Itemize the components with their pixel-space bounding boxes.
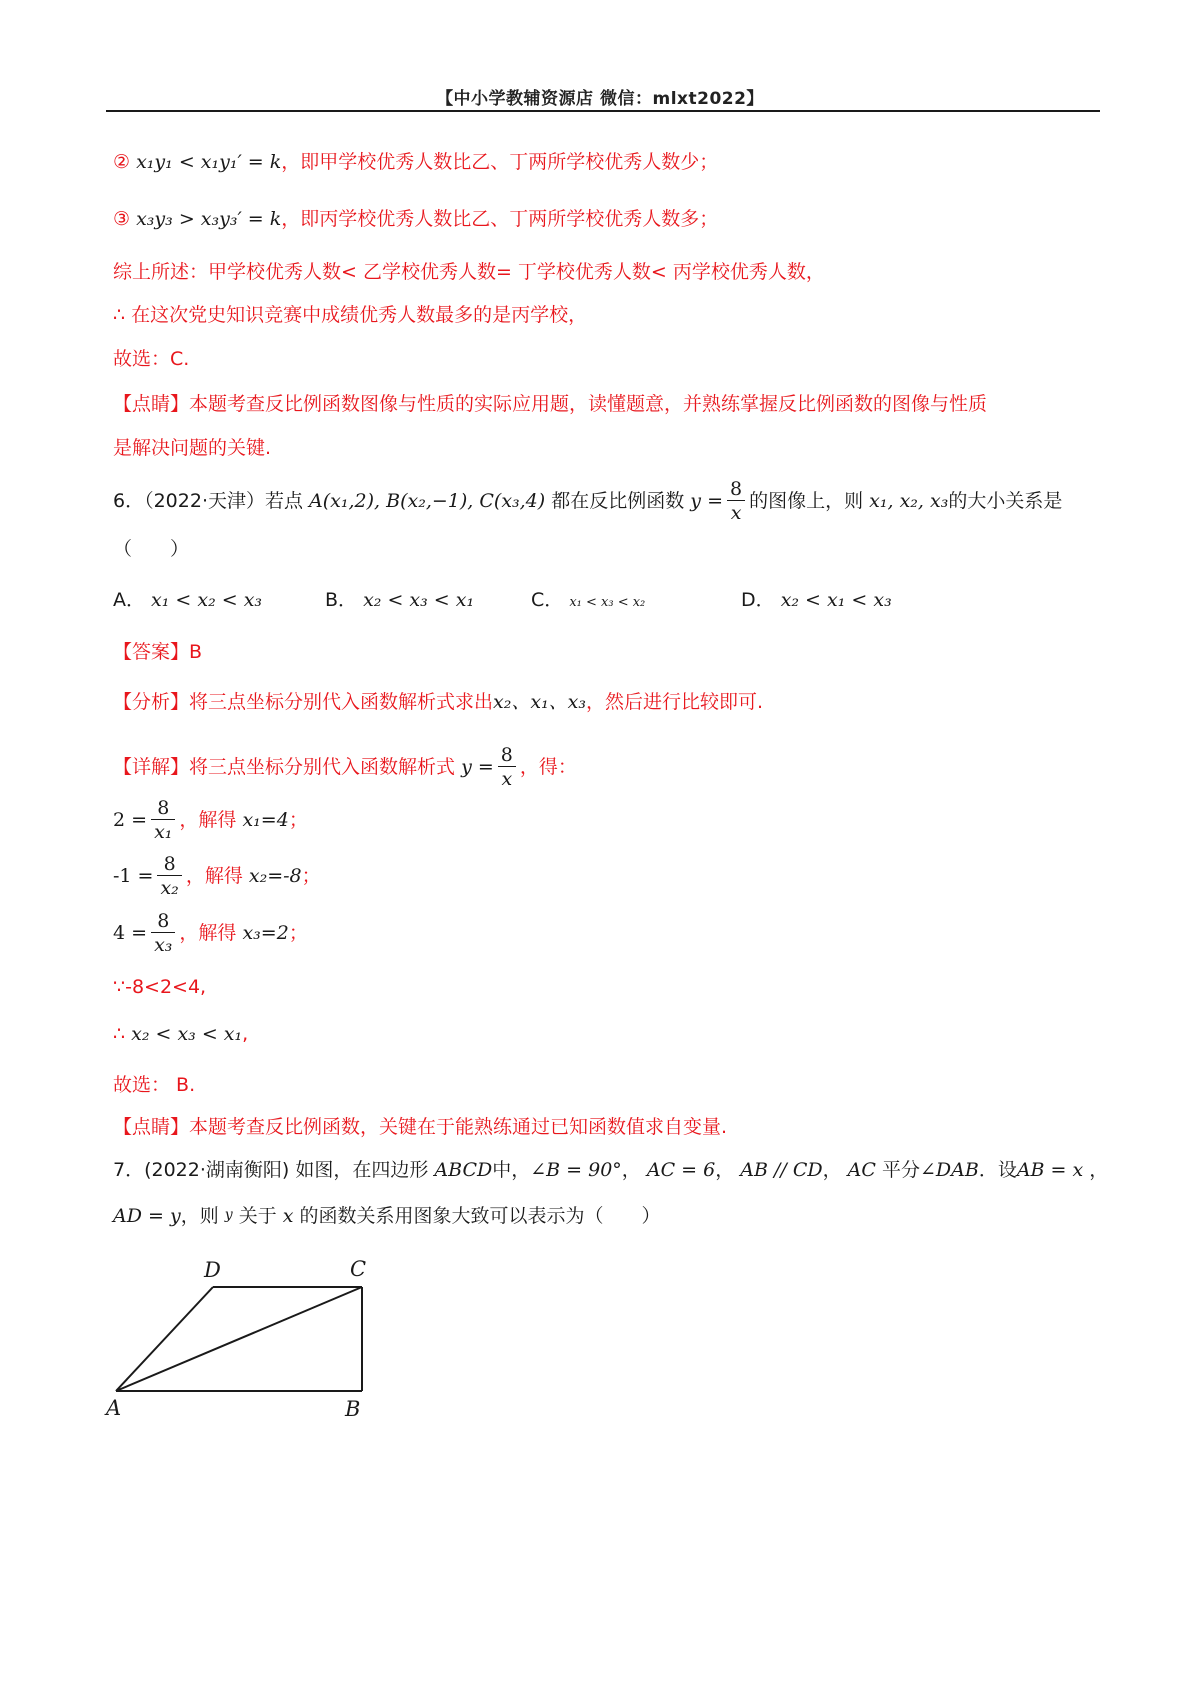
therefore-symbol: ∴ bbox=[113, 1023, 126, 1045]
q6-note: 【点睛】本题考查反比例函数，关键在于能熟练通过已知函数值求自变量. bbox=[113, 1116, 728, 1138]
q7-parallel: AB // CD bbox=[740, 1159, 823, 1181]
therefore-expr: x₂ < x₃ < x₁ bbox=[131, 1023, 243, 1045]
step-1-result: x₁=4 bbox=[242, 809, 289, 831]
step-3-end: ； bbox=[288, 922, 308, 944]
line-1-text: ，即甲学校优秀人数比乙、丁两所学校优秀人数少； bbox=[281, 151, 719, 173]
text-line-1 bbox=[113, 150, 718, 174]
q7-bisect-text: 平分 bbox=[881, 1159, 920, 1181]
option-d[interactable] bbox=[741, 588, 892, 612]
step-1-frac bbox=[151, 797, 175, 844]
option-b[interactable] bbox=[325, 588, 474, 612]
therefore-end: , bbox=[242, 1023, 249, 1045]
q7-y: y bbox=[224, 1207, 233, 1223]
q7-ab-x: AB = x bbox=[1016, 1159, 1084, 1181]
option-b-expr: x₂ < x₃ < x₁ bbox=[363, 589, 475, 611]
q6-func-den: x bbox=[730, 502, 742, 524]
option-d-expr: x₂ < x₁ < x₃ bbox=[780, 589, 892, 611]
option-b-label: B． bbox=[325, 589, 358, 611]
label-a: A bbox=[106, 1396, 122, 1420]
step-3-text: ，解得 bbox=[179, 922, 237, 944]
step-2-lhs: -1 = bbox=[113, 865, 154, 887]
q6-step-3 bbox=[113, 910, 308, 957]
step-3-num: 8 bbox=[151, 910, 175, 933]
option-a-expr: x₁ < x₂ < x₃ bbox=[151, 589, 263, 611]
q6-because: ∵-8<2<4, bbox=[113, 976, 207, 998]
q6-func-num: 8 bbox=[727, 478, 745, 501]
option-c[interactable] bbox=[531, 588, 645, 615]
label-c: C bbox=[350, 1257, 367, 1281]
step-1-text: ，解得 bbox=[179, 809, 237, 831]
q6-func-lhs: y = bbox=[690, 490, 723, 512]
q6-detail-frac bbox=[498, 744, 516, 791]
q6-mid: 都在反比例函数 bbox=[551, 490, 685, 512]
q6-prefix: 6．（2022·天津）若点 bbox=[113, 490, 303, 512]
q6-stem bbox=[113, 478, 1062, 525]
step-1-num: 8 bbox=[151, 797, 175, 820]
q7-bisect-a: AC bbox=[847, 1159, 876, 1181]
choice-line: 故选：C. bbox=[113, 348, 190, 370]
q6-choose: 故选： B. bbox=[113, 1074, 196, 1096]
step-3-result: x₃=2 bbox=[242, 922, 289, 944]
q6-detail-func-lhs: y = bbox=[461, 756, 494, 778]
q7-line-2 bbox=[113, 1203, 661, 1228]
q6-analysis-vars: x₂、x₁、x₃ bbox=[493, 691, 587, 713]
step-2-frac bbox=[157, 853, 181, 900]
page-header: 【中小学教辅资源店 微信：mlxt2022】 bbox=[436, 89, 764, 109]
label-d: D bbox=[204, 1258, 221, 1282]
step-3-den: x₃ bbox=[154, 934, 173, 956]
q7-bisect-angle: ∠DAB bbox=[919, 1159, 979, 1181]
q6-analysis-a: 【分析】将三点坐标分别代入函数解析式求出 bbox=[113, 691, 494, 713]
q6-suffix2: 的大小关系是 bbox=[948, 490, 1063, 512]
q7-line1-b: 中， bbox=[492, 1159, 531, 1181]
q7-quad: ABCD bbox=[434, 1159, 493, 1181]
quadrilateral-figure bbox=[100, 1255, 400, 1425]
q6-step-2 bbox=[113, 853, 321, 900]
header-rule bbox=[106, 110, 1100, 112]
text-line-2 bbox=[113, 207, 718, 231]
step-1-lhs: 2 = bbox=[113, 809, 148, 831]
step-1-end: ； bbox=[288, 809, 308, 831]
q6-vars: x₁, x₂, x₃ bbox=[869, 490, 949, 512]
q7-line-1: 7．(2022·湖南衡阳) 如图，在四边形 ABCD中，∠B = 90°， AC = 6， AB // CD， AC 平分∠DAB．设AB = x ， bbox=[113, 1159, 1109, 1181]
step-2-num: 8 bbox=[157, 853, 181, 876]
q7-x: x bbox=[282, 1205, 294, 1227]
edge-ad bbox=[116, 1287, 213, 1391]
q7-ad: AD = y bbox=[113, 1205, 181, 1227]
note-line-1: 【点睛】本题考查反比例函数图像与性质的实际应用题，读懂题意，并熟练掌握反比例函数的图像与性质 bbox=[113, 393, 988, 415]
option-d-label: D． bbox=[741, 589, 775, 611]
step-2-end: ； bbox=[301, 865, 321, 887]
note-line-2: 是解决问题的关键. bbox=[113, 437, 272, 459]
step-1-den: x₁ bbox=[154, 821, 173, 843]
option-a-label: A． bbox=[113, 589, 145, 611]
q6-points: A(x₁,2), B(x₂,−1), C(x₃,4) bbox=[309, 490, 546, 512]
q7-angle: ∠B = 90° bbox=[530, 1159, 622, 1181]
step-2-den: x₂ bbox=[160, 877, 179, 899]
q6-paren: （ ） bbox=[113, 538, 190, 560]
inequality-2: x₃y₃ > x₃y₃′ = k bbox=[136, 208, 282, 230]
q7-line2-b: 关于 bbox=[238, 1205, 277, 1227]
q7-line2-a: ，则 bbox=[180, 1205, 219, 1227]
circle-3: ③ bbox=[113, 208, 131, 230]
q6-suffix: 的图像上，则 bbox=[749, 490, 864, 512]
q6-analysis-b: ，然后进行比较即可. bbox=[586, 691, 764, 713]
q6-step-1 bbox=[113, 797, 308, 844]
circle-2: ② bbox=[113, 151, 131, 173]
q7-set-text: ．设 bbox=[978, 1159, 1017, 1181]
q6-therefore bbox=[113, 1022, 248, 1046]
q6-detail-text: 【详解】将三点坐标分别代入函数解析式 bbox=[113, 756, 456, 778]
option-c-expr: x₁ < x₃ < x₂ bbox=[569, 595, 646, 610]
step-2-text: ，解得 bbox=[185, 865, 243, 887]
diagonal-ac bbox=[116, 1287, 362, 1391]
q6-answer: 【答案】B bbox=[113, 641, 203, 663]
step-3-frac bbox=[151, 910, 175, 957]
inequality-1: x₁y₁ < x₁y₁′ = k bbox=[136, 151, 282, 173]
step-3-lhs: 4 = bbox=[113, 922, 148, 944]
q6-func-frac bbox=[727, 478, 745, 525]
q6-detail bbox=[113, 744, 577, 791]
line-2-text: ，即丙学校优秀人数比乙、丁两所学校优秀人数多； bbox=[281, 208, 719, 230]
q6-options bbox=[113, 588, 1013, 614]
conclusion-line: ∴ 在这次党史知识竞赛中成绩优秀人数最多的是丙学校， bbox=[113, 304, 588, 326]
q6-detail-num: 8 bbox=[498, 744, 516, 767]
q7-line2-c: 的函数关系用图象大致可以表示为（ ） bbox=[299, 1205, 661, 1227]
step-2-result: x₂=-8 bbox=[248, 865, 302, 887]
q6-detail-den: x bbox=[501, 768, 513, 790]
q6-detail-suffix: ，得： bbox=[519, 756, 577, 778]
label-b: B bbox=[345, 1397, 361, 1421]
option-a[interactable] bbox=[113, 588, 262, 612]
summary-line: 综上所述：甲学校优秀人数< 乙学校优秀人数= 丁学校优秀人数< 丙学校优秀人数， bbox=[113, 261, 825, 283]
q7-line1-a: 7．(2022·湖南衡阳) 如图，在四边形 bbox=[113, 1159, 429, 1181]
q6-analysis bbox=[113, 690, 763, 714]
option-c-label: C． bbox=[531, 589, 564, 611]
q7-ac: AC = 6 bbox=[646, 1159, 716, 1181]
